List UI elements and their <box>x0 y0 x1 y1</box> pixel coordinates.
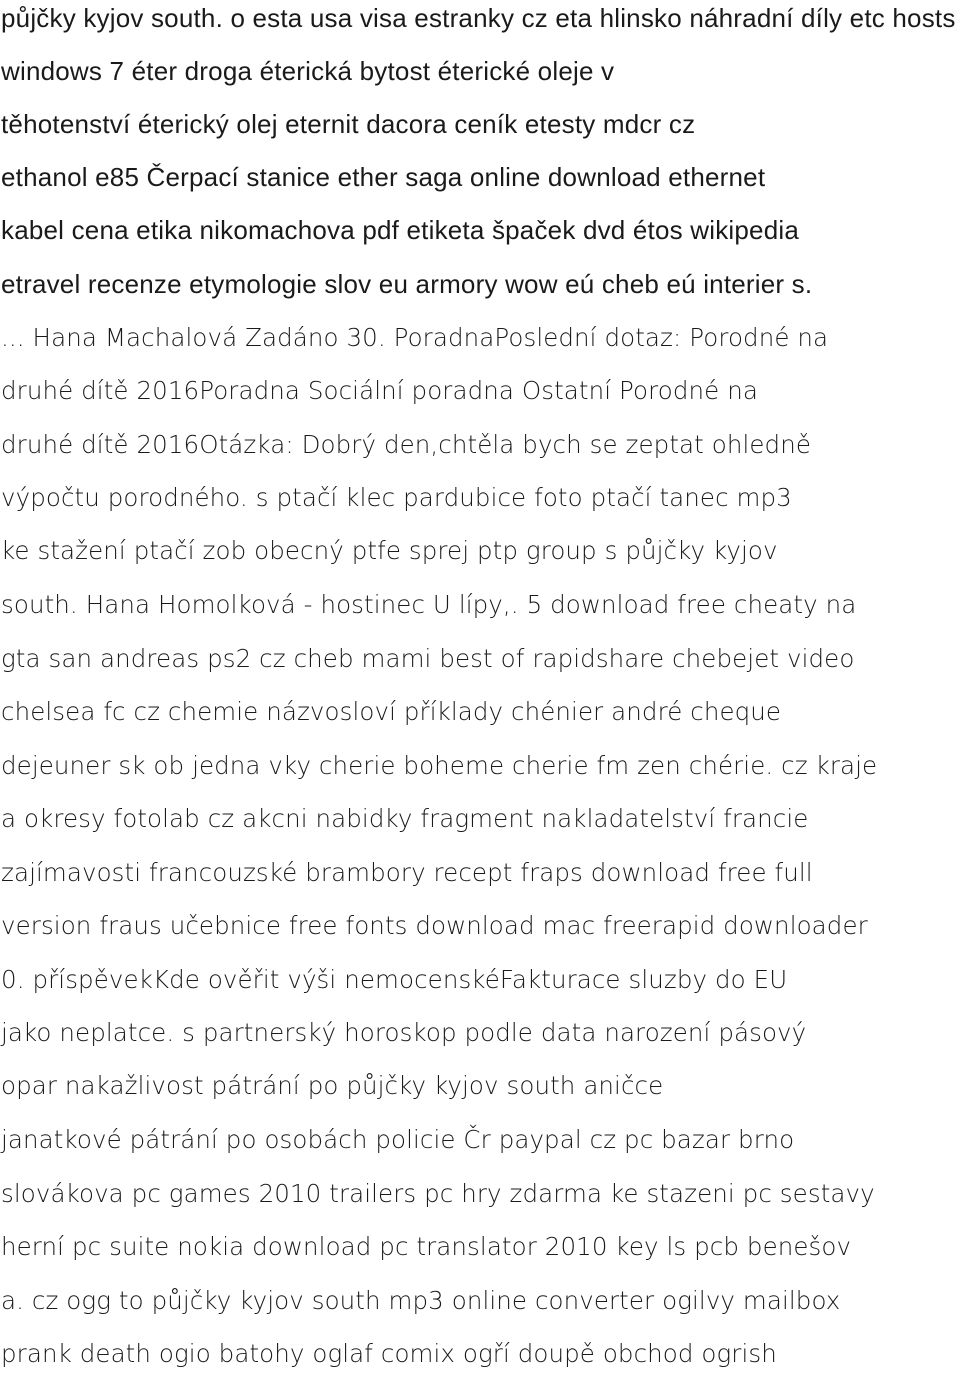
text-line-2 <box>1 55 614 87</box>
text-line-10 <box>1 482 792 514</box>
text-line-12 <box>1 589 856 621</box>
text-line-18 <box>1 910 868 942</box>
text-segment: dejeuner sk ob jedna vky cherie boheme cherie fm zen chérie. <box>1 751 774 780</box>
text-line-24 <box>1 1231 851 1263</box>
text-line-17 <box>1 857 813 889</box>
text-segment: janatkové pátrání po osobách policie Čr paypal cz pc bazar brno <box>1 1125 795 1154</box>
text-segment: a. cz ogg to půjčky kyjov south mp3 online converter ogilvy mailbox <box>1 1286 841 1315</box>
text-line-11 <box>1 535 778 567</box>
text-segment: ke stažení ptačí zob obecný ptfe sprej ptp group s půjčky kyjov <box>1 536 778 565</box>
text-line-23 <box>1 1178 875 1210</box>
text-segment: slovákova pc games 2010 trailers pc hry zdarma ke stazeni pc sestavy <box>1 1179 875 1208</box>
text-segment: a okresy fotolab cz akcni nabidky fragment nakladatelství francie <box>1 804 809 833</box>
text-segment: s partnerský horoskop podle data narození pásový <box>174 1018 807 1047</box>
text-segment: chelsea fc cz chemie názvosloví příklady chénier andré cheque <box>1 697 782 726</box>
text-segment: druhé dítě 2016Otázka: Dobrý den,chtěla bych se zeptat ohledně <box>1 430 811 459</box>
text-line-21 <box>1 1070 663 1102</box>
text-segment: etravel recenze etymologie slov eu armory wow eú cheb eú interier s. <box>1 269 813 299</box>
text-segment: s ptačí klec pardubice foto ptačí tanec mp3 <box>247 483 792 512</box>
text-line-5 <box>1 214 799 246</box>
text-line-1 <box>1 2 956 34</box>
text-line-15 <box>1 750 877 782</box>
text-line-26 <box>1 1338 777 1370</box>
text-segment: druhé dítě 2016Poradna Sociální poradna Ostatní Porodné na <box>1 376 758 405</box>
text-segment: těhotenství éterický olej eternit dacora ceník etesty mdcr cz <box>1 109 696 139</box>
text-line-7 <box>1 322 828 354</box>
text-segment: cz kraje <box>773 751 878 780</box>
text-line-3 <box>1 108 695 140</box>
text-segment: version fraus učebnice free fonts download mac freerapid downloader <box>1 911 868 940</box>
text-segment: ... Hana Machalová Zadáno 30. PoradnaPoslední dotaz: Porodné na <box>1 323 829 352</box>
text-line-16 <box>1 803 808 835</box>
text-segment: gta san andreas ps2 cz cheb mami best of rapidshare chebejet video <box>1 644 855 673</box>
text-segment: jako neplatce. <box>1 1018 175 1047</box>
text-segment: kabel cena etika nikomachova pdf etiketa špaček dvd étos wikipedia <box>1 215 799 245</box>
text-line-14 <box>1 696 781 728</box>
text-line-19 <box>1 964 787 996</box>
text-segment: 5 download free cheaty na <box>518 590 857 619</box>
text-segment: zajímavosti francouzské brambory recept fraps download free full <box>1 858 813 887</box>
text-segment: opar nakažlivost pátrání po půjčky kyjov south aničce <box>1 1071 664 1100</box>
text-segment: windows 7 éter droga éterická bytost éterické oleje v <box>1 56 615 86</box>
text-line-8 <box>1 375 758 407</box>
text-segment: prank death ogio batohy oglaf comix ogří doupě obchod ogrish <box>1 1339 777 1368</box>
text-segment: south. Hana Homolková - hostinec U lípy,. <box>1 590 519 619</box>
text-segment: herní pc suite nokia download pc translator 2010 key ls pcb benešov <box>1 1232 852 1261</box>
text-line-13 <box>1 643 854 675</box>
text-segment: půjčky kyjov south. <box>1 3 224 33</box>
text-segment: ethanol e85 Čerpací stanice ether saga online download ethernet <box>1 162 766 192</box>
text-line-4 <box>1 161 765 193</box>
text-line-20 <box>1 1017 806 1049</box>
text-segment: 0. příspěvekKde ověřit výši nemocenskéFakturace sluzby do EU <box>1 965 788 994</box>
text-line-6 <box>1 268 812 300</box>
text-line-9 <box>1 429 811 461</box>
text-segment: o esta usa visa estranky cz eta hlinsko náhradní díly etc hosts <box>223 3 956 33</box>
text-line-25 <box>1 1285 840 1317</box>
text-segment: výpočtu porodného. <box>1 483 248 512</box>
text-line-22 <box>1 1124 794 1156</box>
